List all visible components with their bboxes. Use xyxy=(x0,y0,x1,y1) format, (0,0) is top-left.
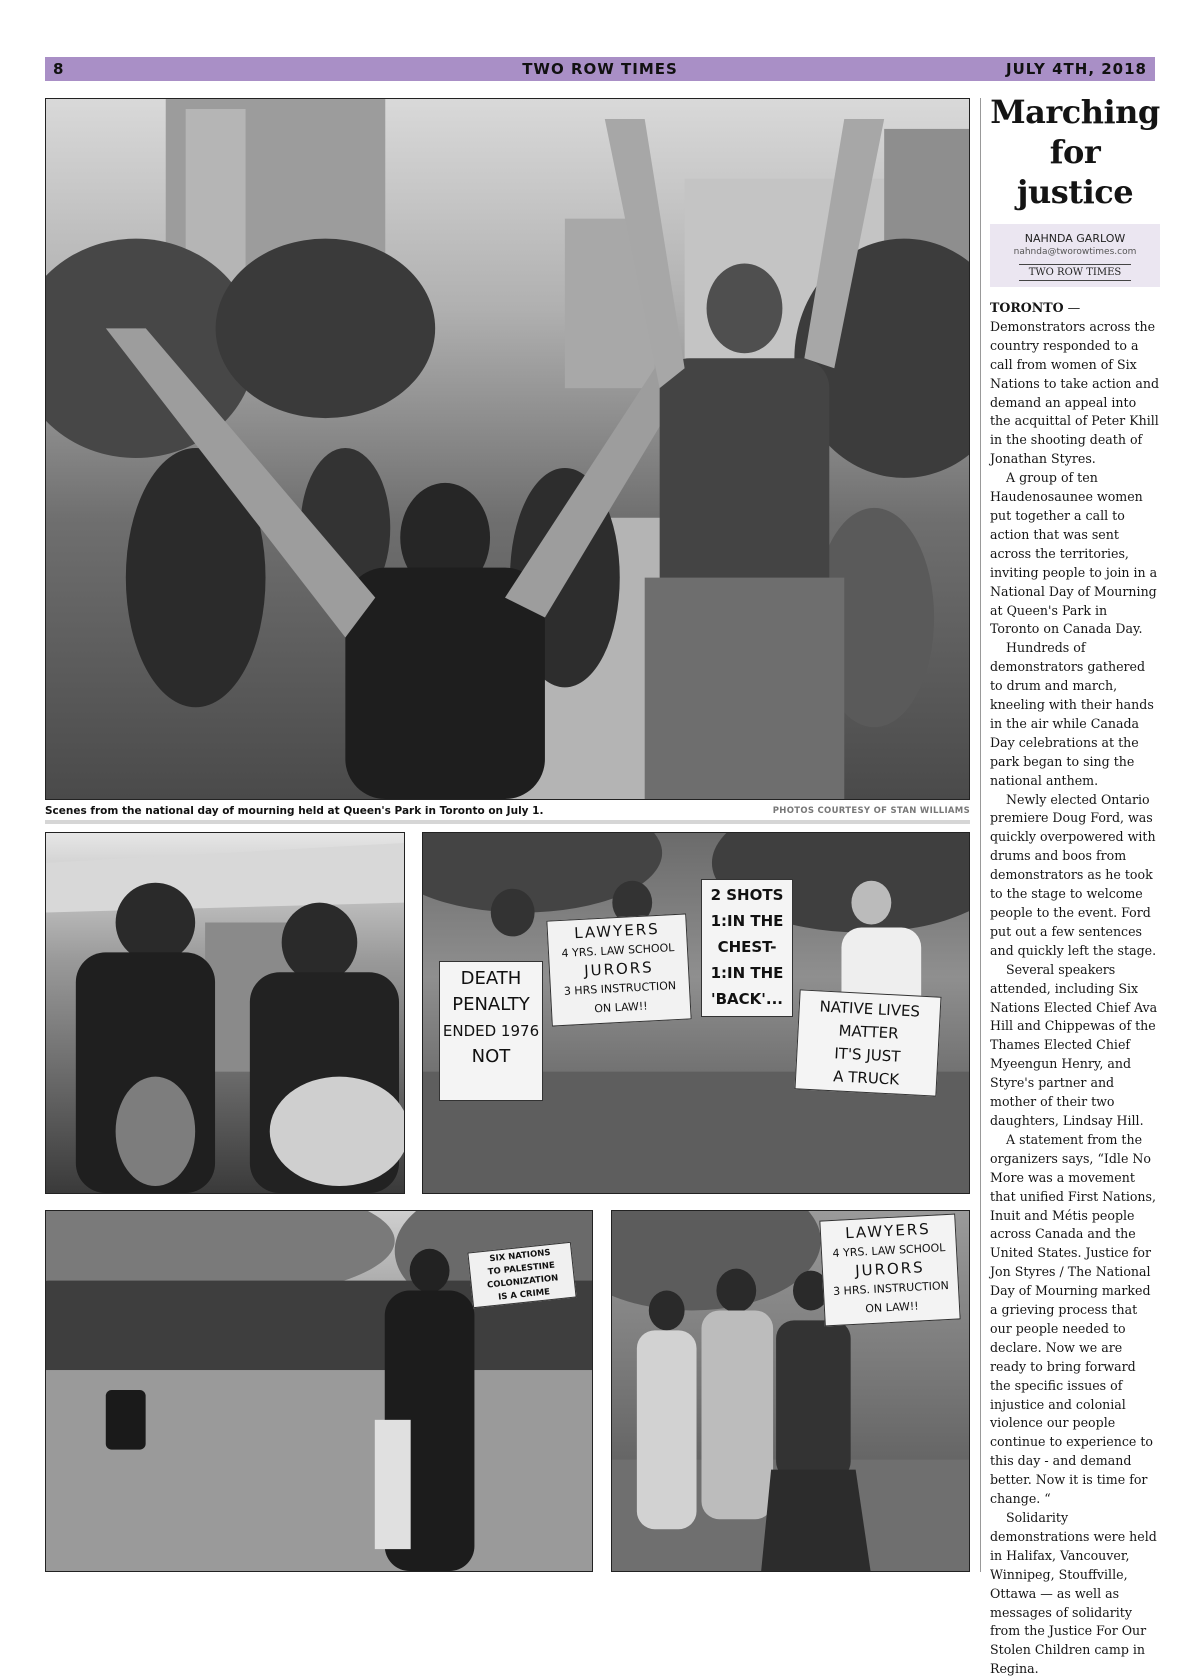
sign-line: SIX NATIONS xyxy=(489,1247,551,1265)
six-nations-sign xyxy=(467,1242,576,1309)
sign-line: NATIVE LIVES xyxy=(819,997,921,1021)
column-divider xyxy=(980,98,981,1572)
sign-line: 3 HRS. INSTRUCTION xyxy=(832,1278,950,1298)
sign-line: JURORS xyxy=(854,1258,926,1280)
lawyers-sign-2 xyxy=(819,1214,960,1327)
speaker-crowd-photo xyxy=(45,1210,593,1572)
sign-line: IT'S JUST xyxy=(833,1044,901,1066)
photo-caption: Scenes from the national day of mourning held at Queen's Park in Toronto on July 1. xyxy=(45,805,544,817)
sign-line: 2 SHOTS xyxy=(710,886,784,904)
byline-publication: TWO ROW TIMES xyxy=(1019,264,1132,281)
page-number: 8 xyxy=(53,60,65,78)
sign-line: CHEST- xyxy=(717,938,777,956)
two-shots-sign xyxy=(701,879,793,1017)
drummers-photo xyxy=(45,832,405,1194)
article-paragraph: Newly elected Ontario premiere Doug Ford, was quickly overpowered with drums and boos from demonstrators as he took to the stage to welcome people to the event. Ford put out a few sentences and quickly left the stage. xyxy=(990,791,1157,958)
issue-date: JULY 4TH, 2018 xyxy=(1006,60,1147,78)
dateline: TORONTO xyxy=(990,300,1064,315)
article-paragraph: Hundreds of demonstrators gathered to drum and march, kneeling with their hands in the air while Canada Day celebrations at the park began to sing the national anthem. xyxy=(990,640,1154,788)
article-column xyxy=(990,92,1160,1679)
protest-signs-photo xyxy=(422,832,970,1194)
caption-divider xyxy=(45,820,970,824)
sign-line: IS A CRIME xyxy=(497,1287,551,1303)
main-protest-photo xyxy=(45,98,970,800)
article-paragraph: Solidarity demonstrations were held in Halifax, Vancouver, Winnipeg, Stouffville, Ottawa — as well as messages of solidarity from the Justice For Our Stolen Children camp in Regina. xyxy=(990,1510,1157,1677)
sign-line: 4 YRS. LAW SCHOOL xyxy=(561,941,675,960)
author-name: NAHNDA GARLOW xyxy=(1024,232,1126,245)
article-paragraph xyxy=(990,299,1160,469)
sign-line: MATTER xyxy=(838,1021,900,1043)
sign-line: ENDED 1976 xyxy=(442,1022,540,1040)
author-email[interactable]: nahnda@tworowtimes.com xyxy=(1013,247,1137,257)
women-speakers-photo xyxy=(611,1210,970,1572)
sign-line: 4 YRS. LAW SCHOOL xyxy=(832,1241,946,1260)
article-headline xyxy=(990,92,1160,212)
sign-line: PENALTY xyxy=(452,994,530,1015)
sign-line: 3 HRS INSTRUCTION xyxy=(563,979,677,998)
sign-line: LAWYERS xyxy=(573,919,661,943)
article-paragraph: Several speakers attended, including Six Nations Elected Chief Ava Hill and Chippewas of the Thames Elected Chief Myeengun Henry, and Styre's partner and mother of their two daughters, Lindsay Hill. xyxy=(990,961,1158,1128)
native-lives-sign xyxy=(794,989,941,1096)
sign-line: ON LAW!! xyxy=(593,999,648,1016)
headline-line: for justice xyxy=(1016,133,1134,211)
sign-line: 1:IN THE xyxy=(710,912,784,930)
sign-line: 1:IN THE xyxy=(710,964,784,982)
lawyers-sign xyxy=(546,913,691,1026)
sign-line: ON LAW!! xyxy=(864,1299,919,1316)
photo-credit: PHOTOS COURTESY OF STAN WILLIAMS xyxy=(772,806,970,816)
sign-line: DEATH xyxy=(460,968,522,989)
sign-line: COLONIZATION xyxy=(486,1273,559,1291)
article-paragraph: A statement from the organizers says, “Idle No More was a movement that unified First Nations, Inuit and Métis people across Canada and the United States. Justice for Jon Styres / The National Day of Mourning marked a grieving process that our people needed to declare. Now we are ready to bring forward the specific issues of injustice and colonial violence our people continue to experience to this day - and demand better. Now it is time for change. “ xyxy=(990,1131,1157,1507)
sign-line: LAWYERS xyxy=(844,1219,932,1243)
paragraph-text: — Demonstrators across the country responded to a call from women of Six Nations to take action and demand an appeal into the acquittal of Peter Khill in the shooting death of Jonathan Styres. xyxy=(990,300,1160,467)
sign-line: TO PALESTINE xyxy=(487,1260,556,1278)
article-paragraph: A group of ten Haudenosaunee women put together a call to action that was sent across the territories, inviting people to join in a National Day of Mourning at Queen's Park in Toronto on Canada Day. xyxy=(990,470,1158,637)
sign-line: 'BACK'... xyxy=(711,990,783,1008)
sign-line: NOT xyxy=(471,1046,511,1067)
sign-line: A TRUCK xyxy=(832,1067,900,1089)
byline-box xyxy=(990,224,1160,287)
headline-line: Marching xyxy=(990,93,1160,131)
publication-name: TWO ROW TIMES xyxy=(522,60,678,78)
death-penalty-sign xyxy=(439,961,543,1101)
article-body xyxy=(990,299,1160,1679)
page-header-bar xyxy=(45,57,1155,81)
sign-line: JURORS xyxy=(583,958,655,980)
